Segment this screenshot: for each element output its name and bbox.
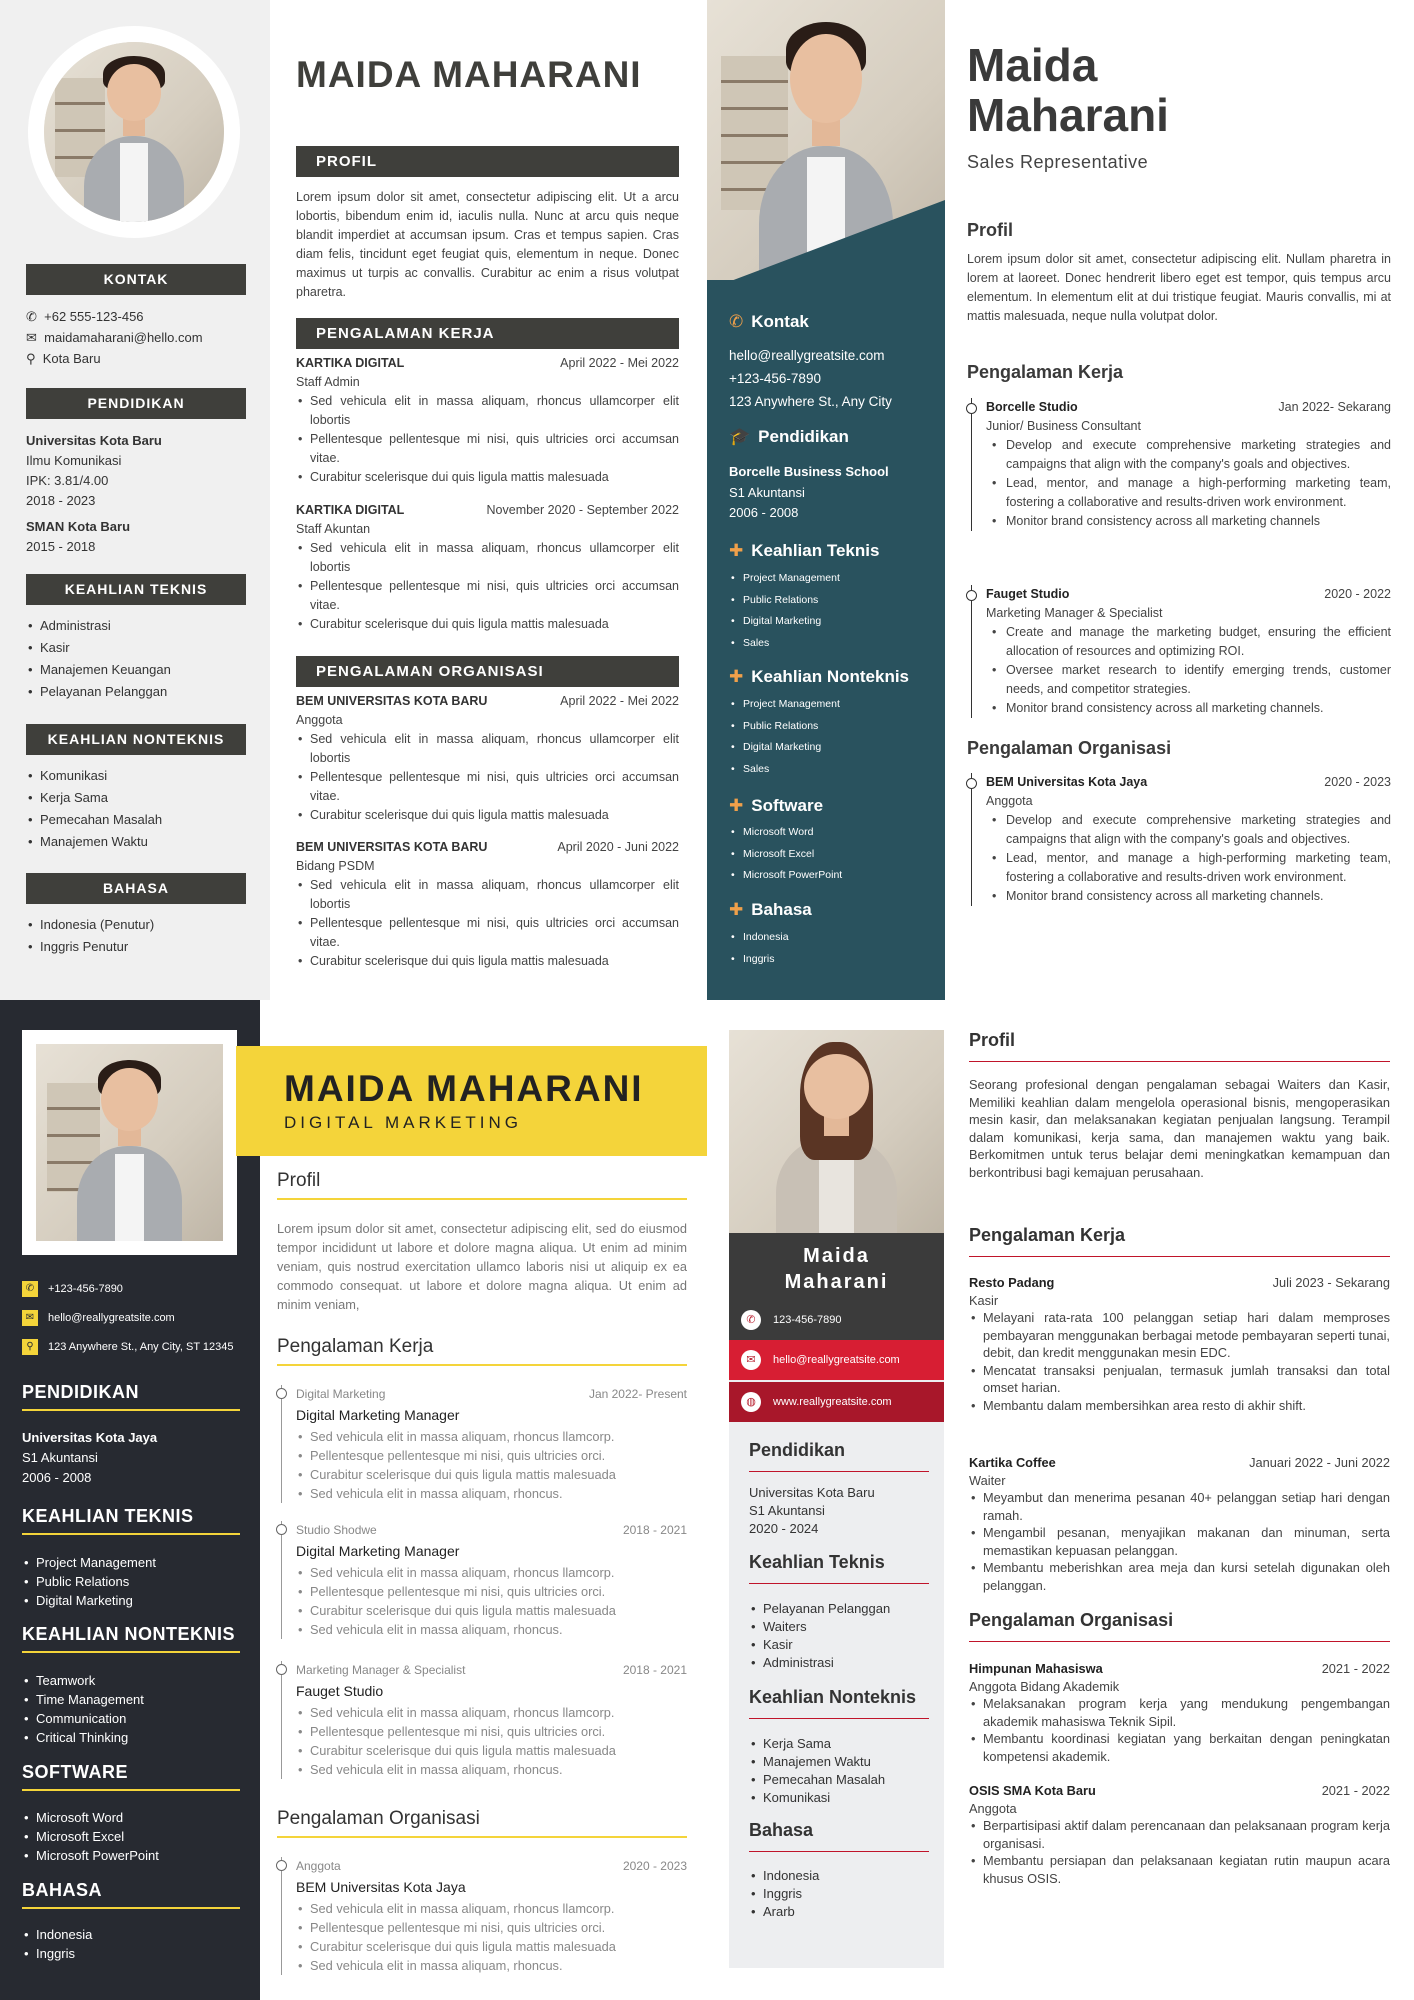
list-item: • Melaksanakan program kerja yang mendukung pengembangan akademik mahasiswa Teknik Sipil. [969,1695,1390,1730]
section-header-profil: PROFIL [296,146,679,177]
section-header-keahlian-nonteknis: Keahlian Nonteknis [749,1687,929,1719]
resume-1-sidebar [0,0,270,1000]
list-item: • Pemecahan Masalah [26,809,256,831]
list-item: • Manajemen Keuangan [26,659,256,681]
software-list [22,1808,242,1865]
location-pin-icon: ⚲ [26,351,36,366]
list-item: • Pellentesque pellentesque mi nisi, quis ultricies orci accumsan vitae. [296,768,679,806]
org-date: April 2020 - Juni 2022 [557,840,679,854]
section-header-bahasa: BAHASA [22,1880,240,1909]
job-entry [969,1274,1390,1414]
list-item: • Kasir [26,637,256,659]
job-entry [281,1385,687,1503]
section-header-pengalaman-kerja: PENGALAMAN KERJA [296,318,679,349]
list-item: • Membantu meberishkan area meja dan kursi setelah digunakan oleh pelanggan. [969,1559,1390,1594]
section-header-pengalaman-kerja: Pengalaman Kerja [967,362,1124,382]
soft-skills-list [22,1671,242,1747]
phone-icon: ✆ [26,309,37,324]
education-list [26,431,256,557]
resume-name: MAIDA MAHARANI [284,1068,644,1109]
list-item: • Sed vehicula elit in massa aliquam, rhoncus llamcorp. [296,1703,687,1722]
job-date: April 2022 - Mei 2022 [560,356,679,370]
list-item: • Curabitur scelerisque dui quis ligula mattis malesuada [296,1465,687,1484]
list-item: • Project Management [22,1553,242,1572]
list-item: • Sed vehicula elit in massa aliquam, rhoncus llamcorp. [296,1899,687,1918]
list-item: • Lead, mentor, and manage a high-performing marketing team, fostering a collaborative and results-driven work environment. [986,849,1391,887]
job-title: Fauget Studio [296,1683,384,1699]
list-item: • Manajemen Waktu [26,831,256,853]
org-title: OSIS SMA Kota Baru [969,1783,1096,1798]
list-item: • Sed vehicula elit in massa aliquam, rhoncus ullamcorper elit lobortis [296,392,679,430]
skills-list [22,1553,242,1610]
resume-2-sidebar [707,0,945,1000]
list-item: • Inggris [749,1885,939,1903]
list-item: • Indonesia [22,1925,242,1944]
section-header-keahlian-teknis: ✚ Keahlian Teknis [729,541,880,560]
edu-line: 2015 - 2018 [26,539,96,554]
list-item: • Microsoft Word [22,1808,242,1827]
job-title: Borcelle Studio [986,400,1078,414]
mail-icon: ✉ [22,1310,38,1326]
job-entry [969,1454,1390,1594]
software-list [729,822,939,887]
list-item: • Berpartisipasi aktif dalam perencanaan dan pelaksanaan program kerja organisasi. [969,1817,1390,1852]
org-role: Anggota Bidang Akademik [969,1678,1120,1694]
job-date: 2018 - 2021 [622,1523,687,1537]
job-entry [971,398,1391,531]
section-header-keahlian-nonteknis: ✚ Keahlian Nonteknis [729,667,910,686]
edu-degree: S1 Akuntansi [22,1450,98,1465]
job-category: Digital Marketing [296,1387,386,1401]
list-item: • Sed vehicula elit in massa aliquam, rhoncus llamcorp. [296,1427,687,1446]
contact-city: ⚲ Kota Baru [26,351,101,366]
contact-email: ✉ hello@reallygreatsite.com [22,1310,175,1326]
list-item: • Oversee market research to identify emerging trends, customer needs, and competitor strategies. [986,661,1391,699]
list-item: • Manajemen Waktu [749,1753,939,1771]
edu-school: SMAN Kota Baru [26,519,131,534]
contact-email: hello@reallygreatsite.com [729,348,885,363]
org-entry [971,773,1391,906]
job-role: Junior/ Business Consultant [986,419,1141,433]
soft-skills-list [729,694,939,780]
resume-name: Maida Maharani [967,39,1169,141]
job-entry [281,1661,687,1779]
phone-icon: ✆ [729,312,744,331]
job-entry [281,1521,687,1639]
list-item: • Membantu dalam membersihkan area resto di akhir shift. [969,1397,1390,1415]
org-category: Anggota [296,1859,341,1873]
list-item: • Teamwork [22,1671,242,1690]
list-item: • Pellentesque pellentesque mi nisi, quis ultricies orci. [296,1446,687,1465]
profile-photo [44,42,224,222]
edu-degree: S1 Akuntansi [729,484,805,500]
job-date: Jan 2022- Present [588,1387,687,1401]
list-item: • Mengambil pesanan, menyajikan makanan dan minuman, serta memastikan kepuasan pelanggan. [969,1524,1390,1559]
list-item: • Meyambut dan menerima pesanan 40+ pelanggan setiap hari dengan ramah. [969,1489,1390,1524]
job-role: Waiter [969,1472,1006,1488]
soft-skills-list [26,765,256,853]
phone-icon: ✆ [741,1310,761,1330]
soft-skills-list [749,1735,939,1807]
list-item: • Curabitur scelerisque dui quis ligula mattis malesuada [296,1741,687,1760]
list-item: • Microsoft Excel [22,1827,242,1846]
list-item: • Membantu koordinasi kegiatan yang berkaitan dengan peningkatan kompetensi akademik. [969,1730,1390,1765]
section-header-bahasa: BAHASA [26,873,246,904]
section-header-kontak: ✆ Kontak [729,312,809,331]
section-header-keahlian-teknis: Keahlian Teknis [749,1552,929,1584]
section-header-pendidikan: PENDIDIKAN [22,1382,240,1411]
list-item: • Sed vehicula elit in massa aliquam, rhoncus llamcorp. [296,1563,687,1582]
profile-text: Seorang profesional dengan pengalaman sebagai Waiters dan Kasir, Memiliki keahlian dalam mengelola operasional bisnis, mengoperasikan mesin kasir, dan melaksanakan kegiatan penjualan langsung. Terampil dalam komunikasi, kerja sama, dan manajemen waktu yang baik. Berkomitmen untuk terus belajar demi meningkatkan kemampuan dan berkontribusi bagi kemajuan perusahaan. [969,1077,1390,1180]
resume-4 [707,1000,1414,2000]
org-title: BEM Universitas Kota Jaya [296,1879,466,1895]
edu-school: Borcelle Business School [729,464,889,479]
list-item: • Pemecahan Masalah [749,1771,939,1789]
section-header-keahlian-teknis: KEAHLIAN TEKNIS [22,1506,240,1535]
location-pin-icon: ⚲ [22,1339,38,1355]
contact-phone: ✆ +62 555-123-456 [26,309,144,324]
org-date: 2021 - 2022 [1321,1661,1390,1676]
job-role: Kasir [969,1292,999,1308]
list-item: • Pellentesque pellentesque mi nisi, quis ultricies orci accumsan vitae. [296,577,679,615]
list-item: • Monitor brand consistency across all marketing channels. [986,887,1391,906]
list-item: • Sed vehicula elit in massa aliquam, rhoncus. [296,1484,687,1503]
resume-name: MAIDA MAHARANI [296,54,642,95]
resume-2 [707,0,1414,1000]
list-item: • Kerja Sama [749,1735,939,1753]
list-item: • Inggris [22,1944,242,1963]
section-header-pengalaman-organisasi: Pengalaman Organisasi [969,1610,1390,1642]
list-item: • Monitor brand consistency across all marketing channels [986,512,1391,531]
section-header-software: SOFTWARE [22,1762,240,1791]
section-header-pengalaman-organisasi: Pengalaman Organisasi [967,738,1172,758]
section-header-software: ✚ Software [729,796,824,815]
list-item: • Digital Marketing [729,611,939,633]
section-header-keahlian-nonteknis: KEAHLIAN NONTEKNIS [26,724,246,755]
job-title: Digital Marketing Manager [296,1407,460,1423]
org-date: 2020 - 2023 [622,1859,687,1873]
job-entry [296,501,679,634]
list-item: • Kerja Sama [26,787,256,809]
profile-text: Lorem ipsum dolor sit amet, consectetur adipiscing elit. Ut a arcu lobortis, bibendum enim id, iaculis nulla. Nunc at arcu quis neque blandit imperdiet at accumsan ipsum. Cras et tempus sapien. Cras diam felis, tincidunt eget feugiat quis, elementum in neque. Donec maximus ut turpis ac convallis. Curabitur ac enim a risus volutpat pharetra. [296,190,679,299]
section-header-pengalaman-organisasi: PENGALAMAN ORGANISASI [296,656,679,687]
section-header-bahasa: Bahasa [749,1820,929,1852]
list-item: • Critical Thinking [22,1728,242,1747]
job-role: Staff Admin [296,375,360,389]
profile-text: Lorem ipsum dolor sit amet, consectetur adipiscing elit, sed do eiusmod tempor incididunt ut labore et dolore magna aliqua. Ut enim ad minim veniam, quis nostrud exercitation ullamco laboris nisi ut aliquip ex ea commodo consequat. ut labore et dolore magna aliqua. Ut enim ad minim veniam, [277,1221,687,1312]
org-role: Anggota [986,794,1033,808]
list-item: • Sales [729,759,939,781]
org-entry [296,692,679,825]
graduation-cap-icon: 🎓 [729,427,751,446]
list-item: • Administrasi [749,1654,939,1672]
skills-list [749,1600,939,1672]
list-item: • Microsoft Word [729,822,939,844]
contact-email: ✉ hello@reallygreatsite.com [729,1340,944,1380]
list-item: • Indonesia [729,927,939,949]
phone-icon: ✆ [22,1281,38,1297]
list-item: • Sales [729,633,939,655]
list-item: • Digital Marketing [729,737,939,759]
list-item: • Develop and execute comprehensive marketing strategies and campaigns that align with the company's goals and objectives. [986,436,1391,474]
edu-degree: S1 Akuntansi [749,1503,825,1518]
list-item: • Sed vehicula elit in massa aliquam, rhoncus. [296,1620,687,1639]
list-item: • Public Relations [22,1572,242,1591]
list-item: • Indonesia (Penutur) [26,914,256,936]
job-role: Marketing Manager & Specialist [986,606,1163,620]
list-item: • Lead, mentor, and manage a high-performing marketing team, fostering a collaborative and results-driven work environment. [986,474,1391,512]
org-title: BEM UNIVERSITAS KOTA BARU [296,840,488,854]
list-item: • Pellentesque pellentesque mi nisi, quis ultricies orci accumsan vitae. [296,914,679,952]
section-header-profil: Profil [969,1030,1390,1062]
job-title: Fauget Studio [986,587,1070,601]
grid-icon: ✚ [729,796,744,815]
org-role: Anggota [296,713,343,727]
list-item: • Digital Marketing [22,1591,242,1610]
resume-1 [0,0,700,1000]
contact-phone: +123-456-7890 [729,371,821,386]
org-title: Himpunan Mahasiswa [969,1661,1103,1676]
job-role: Staff Akuntan [296,522,371,536]
edu-school: Universitas Kota Baru [26,433,162,448]
list-item: • Pelayanan Pelanggan [26,681,256,703]
globe-icon: ◍ [741,1392,761,1412]
section-header-pengalaman-kerja: Pengalaman Kerja [277,1336,687,1366]
section-header-keahlian-teknis: KEAHLIAN TEKNIS [26,574,246,605]
job-date: Juli 2023 - Sekarang [1272,1275,1390,1290]
list-item: • Sed vehicula elit in massa aliquam, rhoncus ullamcorper elit lobortis [296,539,679,577]
job-date: 2018 - 2021 [622,1663,687,1677]
org-role: Anggota [969,1800,1017,1816]
language-list [729,927,939,970]
skills-list [26,615,256,703]
job-date: 2020 - 2022 [1324,587,1391,601]
list-item: • Pelayanan Pelanggan [749,1600,939,1618]
job-category: Studio Shodwe [296,1523,377,1537]
contact-email: ✉ maidamaharani@hello.com [26,330,203,345]
resume-3-sidebar [0,1000,260,2000]
profile-photo [36,1044,223,1241]
grid-icon: ✚ [729,667,744,686]
list-item: • Pellentesque pellentesque mi nisi, quis ultricies orci accumsan vitae. [296,430,679,468]
section-header-pendidikan: Pendidikan [749,1440,929,1472]
section-header-keahlian-nonteknis: KEAHLIAN NONTEKNIS [22,1624,240,1653]
mail-icon: ✉ [26,330,37,345]
contact-phone: ✆ +123-456-7890 [22,1281,123,1297]
resume-name: Maida Maharani [729,1233,944,1333]
edu-year: 2006 - 2008 [22,1470,92,1485]
list-item: • Microsoft PowerPoint [729,865,939,887]
grid-icon: ✚ [729,900,744,919]
list-item: • Kasir [749,1636,939,1654]
list-item: • Administrasi [26,615,256,637]
edu-school: Universitas Kota Jaya [22,1430,158,1445]
org-entry [969,1782,1390,1887]
language-list [749,1867,939,1921]
list-item: • Membantu persiapan dan pelaksanaan kegiatan rutin maupun acara khusus OSIS. [969,1852,1390,1887]
profile-photo [729,1030,944,1233]
resume-subtitle: DIGITAL MARKETING [284,1113,523,1132]
list-item: • Curabitur scelerisque dui quis ligula mattis malesuada [296,615,679,634]
list-item: • Melayani rata-rata 100 pelanggan setiap hari dalam memproses pembayaran menggunakan berbagai metode pembayaran seperti tunai, debit, dan kredit menggunakan mesin EDC. [969,1309,1390,1362]
resume-3 [0,1000,707,2000]
list-item: • Komunikasi [26,765,256,787]
org-date: 2021 - 2022 [1321,1783,1390,1798]
job-date: Jan 2022- Sekarang [1278,400,1391,414]
list-item: • Mencatat transaksi penjualan, termasuk jumlah transaksi dan total omset harian. [969,1362,1390,1397]
org-title: BEM UNIVERSITAS KOTA BARU [296,694,488,708]
org-entry [281,1857,687,1975]
org-date: 2020 - 2023 [1324,775,1391,789]
list-item: • Time Management [22,1690,242,1709]
contact-address: 123 Anywhere St., Any City [729,394,892,409]
edu-line: Ilmu Komunikasi [26,453,122,468]
list-item: • Curabitur scelerisque dui quis ligula mattis malesuada [296,1601,687,1620]
job-title: Digital Marketing Manager [296,1543,460,1559]
list-item: • Sed vehicula elit in massa aliquam, rhoncus ullamcorper elit lobortis [296,730,679,768]
skills-list [729,568,939,654]
job-title: Resto Padang [969,1275,1055,1290]
job-category: Marketing Manager & Specialist [296,1663,466,1677]
job-date: November 2020 - September 2022 [486,503,679,517]
list-item: • Inggris [729,949,939,971]
list-item: • Curabitur scelerisque dui quis ligula mattis malesuada [296,468,679,487]
list-item: • Sed vehicula elit in massa aliquam, rhoncus. [296,1956,687,1975]
job-title: KARTIKA DIGITAL [296,356,405,370]
org-entry [969,1660,1390,1765]
profile-text: Lorem ipsum dolor sit amet, consectetur adipiscing elit. Nullam pharetra in lorem at laoreet. Donec hendrerit libero eget est tempor, quis tempus arcu elementum. In elementum elit at dui tristique feugiat. Mauris convallis, mi at mattis malesuada, neque nulla volutpat dolor. [967,252,1391,323]
resume-4-sidebar [729,1030,944,1968]
org-title: BEM Universitas Kota Jaya [986,775,1148,789]
org-entry [296,838,679,971]
list-item: • Develop and execute comprehensive marketing strategies and campaigns that align with the company's goals and objectives. [986,811,1391,849]
list-item: • Pellentesque pellentesque mi nisi, quis ultricies orci. [296,1918,687,1937]
list-item: • Sed vehicula elit in massa aliquam, rhoncus. [296,1760,687,1779]
edu-line: IPK: 3.81/4.00 [26,473,109,488]
photo-diagonal-cut [707,200,945,290]
section-header-bahasa: ✚ Bahasa [729,900,812,919]
section-header-profil: Profil [277,1170,687,1200]
edu-line: 2018 - 2023 [26,493,96,508]
list-item: • Create and manage the marketing budget, ensuring the efficient allocation of resources and optimizing ROI. [986,623,1391,661]
list-item: • Public Relations [729,590,939,612]
list-item: • Pellentesque pellentesque mi nisi, quis ultricies orci. [296,1722,687,1741]
section-header-pendidikan: 🎓 Pendidikan [729,427,849,446]
job-title: Kartika Coffee [969,1455,1056,1470]
list-item: • Curabitur scelerisque dui quis ligula mattis malesuada [296,1937,687,1956]
language-list [22,1925,242,1963]
section-header-pendidikan: PENDIDIKAN [26,388,246,419]
list-item: • Inggris Penutur [26,936,256,958]
resume-subtitle: Sales Representative [967,152,1149,172]
section-header-kontak: KONTAK [26,264,246,295]
section-header-pengalaman-organisasi: Pengalaman Organisasi [277,1808,687,1838]
list-item: • Ararb [749,1903,939,1921]
contact-address: ⚲ 123 Anywhere St., Any City, ST 12345 [22,1339,233,1355]
edu-year: 2006 - 2008 [729,505,799,520]
contact-phone: ✆ 123-456-7890 [729,1300,944,1340]
list-item: • Waiters [749,1618,939,1636]
list-item: • Communication [22,1709,242,1728]
list-item: • Curabitur scelerisque dui quis ligula mattis malesuada [296,952,679,971]
list-item: • Project Management [729,694,939,716]
language-list [26,914,256,958]
job-entry [971,585,1391,718]
grid-icon: ✚ [729,541,744,560]
org-date: April 2022 - Mei 2022 [560,694,679,708]
edu-school: Universitas Kota Baru [749,1485,875,1500]
section-header-profil: Profil [967,220,1014,240]
org-role: Bidang PSDM [296,859,375,873]
contact-website: ◍ www.reallygreatsite.com [729,1382,944,1422]
mail-icon: ✉ [741,1350,761,1370]
list-item: • Project Management [729,568,939,590]
list-item: • Komunikasi [749,1789,939,1807]
job-entry [296,354,679,487]
list-item: • Indonesia [749,1867,939,1885]
list-item: • Curabitur scelerisque dui quis ligula mattis malesuada [296,806,679,825]
job-date: Januari 2022 - Juni 2022 [1249,1455,1390,1470]
photo-frame [22,1030,237,1255]
edu-year: 2020 - 2024 [749,1521,819,1536]
job-title: KARTIKA DIGITAL [296,503,405,517]
list-item: • Monitor brand consistency across all marketing channels. [986,699,1391,718]
section-header-pengalaman-kerja: Pengalaman Kerja [969,1225,1390,1257]
list-item: • Microsoft PowerPoint [22,1846,242,1865]
list-item: • Sed vehicula elit in massa aliquam, rhoncus ullamcorper elit lobortis [296,876,679,914]
list-item: • Public Relations [729,716,939,738]
list-item: • Pellentesque pellentesque mi nisi, quis ultricies orci. [296,1582,687,1601]
list-item: • Microsoft Excel [729,844,939,866]
